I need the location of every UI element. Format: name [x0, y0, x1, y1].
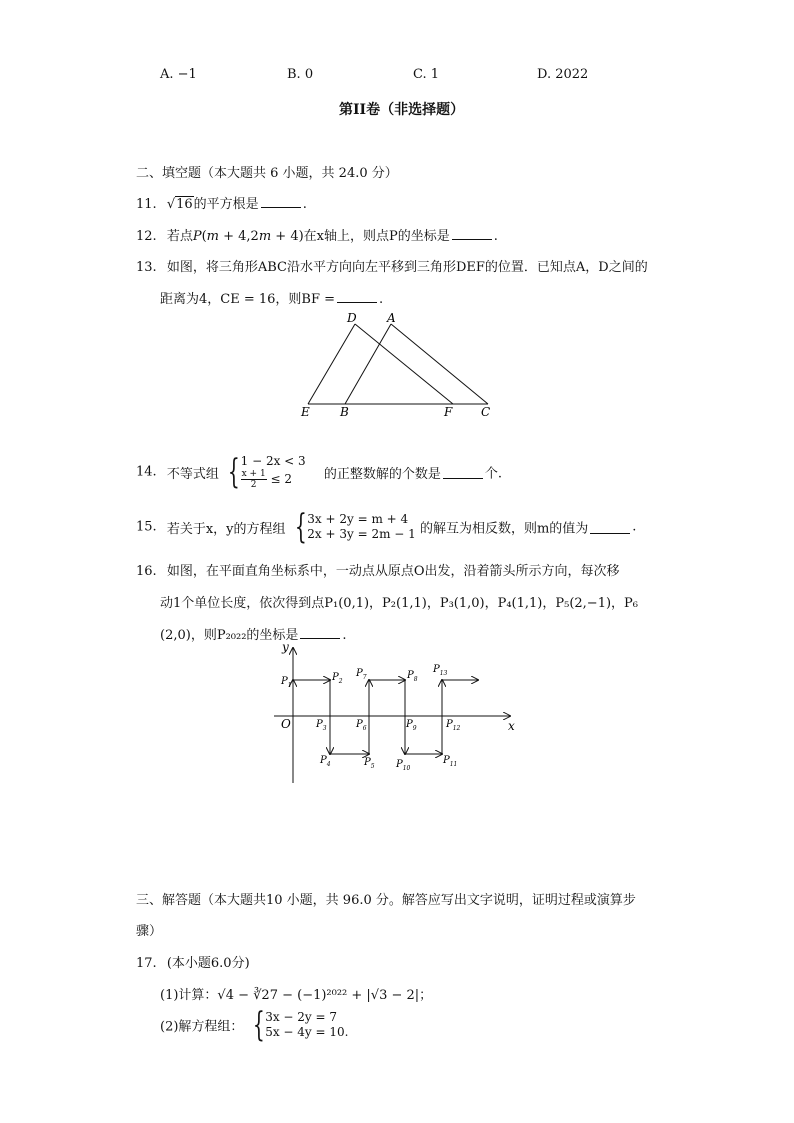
label-D: D — [347, 311, 357, 325]
label-P5: $P_5$ — [364, 757, 375, 770]
axis-x-label: x — [508, 719, 515, 733]
section3-header-line1: 三、解答题（本大题共10 小题，共 96.0 分。解答应写出文字说明，证明过程或演算步 — [136, 893, 636, 908]
q13-text1: 如图，将三角形ABC沿水平方向向左平移到三角形DEF的位置．已知点A，D之间的 — [166, 260, 648, 275]
q15: 15. 若关于x，y的方程组 { 3x + 2y = m + 4 2x + 3y = 2m − 1 的解互为相反数，则m的值为 . — [136, 507, 637, 547]
choice-d: D. 2022 — [537, 67, 589, 82]
label-P1: $P_1$ — [281, 676, 292, 689]
section2-header: 二、填空题（本大题共 6 小题，共 24.0 分） — [136, 166, 398, 181]
section3-header-line2: 骤） — [136, 924, 163, 939]
origin-label: O — [281, 717, 291, 731]
label-P13: $P_{13}$ — [433, 664, 448, 677]
volume-title: 第II卷（非选择题） — [339, 102, 465, 118]
q16-number: 16. — [136, 564, 157, 579]
q13-text2: 距离为4，CE = 16，则BF = — [160, 292, 336, 307]
q16-line3: (2,0)，则P₂₀₂₂的坐标是 . — [160, 628, 347, 643]
label-A: A — [387, 311, 396, 325]
q17-part2-pre: (2)解方程组： — [160, 1019, 244, 1035]
q13-triangle-figure — [298, 309, 498, 421]
label-P7: $P_7$ — [356, 668, 367, 681]
q11-text: 的平方根是 — [193, 197, 259, 212]
q17-header — [136, 952, 250, 971]
q16-line1 — [136, 560, 620, 579]
axis-y-label: y — [282, 640, 289, 654]
q11-answer-blank[interactable] — [261, 195, 301, 208]
label-P3: $P_3$ — [316, 719, 327, 732]
q15-eq2: 2x + 3y = 2m − 1 — [307, 527, 416, 541]
q12: 12. 若点P(m + 4,2m + 4)在x轴上，则点P的坐标是 . — [136, 229, 498, 244]
q16-coordinate-figure — [270, 638, 530, 788]
q15-number: 15. — [136, 519, 157, 535]
q12-mid: 在x轴上，则点P的坐标是 — [303, 229, 450, 244]
q11: 11. √16的平方根是 . — [136, 197, 307, 212]
q15-post: 的解互为相反数，则m的值为 — [419, 521, 589, 537]
q17-number: 17. — [136, 956, 157, 971]
label-C: C — [481, 405, 491, 419]
choice-c: C. 1 — [413, 67, 440, 82]
label-P6: $P_6$ — [356, 719, 367, 732]
label-F: F — [444, 405, 453, 419]
q15-eq1: 3x + 2y = m + 4 — [307, 512, 409, 526]
q14-ineq1: 1 − 2x < 3 — [240, 454, 306, 468]
q13-line2: 距离为4，CE = 16，则BF = . — [160, 292, 384, 307]
label-P4: $P_4$ — [320, 755, 331, 768]
label-E: E — [301, 405, 310, 419]
label-P2: $P_2$ — [332, 672, 343, 685]
q17-score: (本小题6.0分) — [166, 956, 250, 971]
q17-part1 — [160, 984, 432, 1003]
q16-line2: 动1个单位长度，依次得到点P₁(0,1)，P₂(1,1)，P₃(1,0)，P₄(1,1)，P₅(2,−1)，P₆ — [160, 596, 639, 611]
label-P10: $P_{10}$ — [396, 759, 411, 772]
q14-number: 14. — [136, 464, 157, 480]
q11-number: 11. — [136, 197, 157, 212]
q13-answer-blank[interactable] — [337, 290, 377, 303]
label-P12: $P_{12}$ — [446, 719, 461, 732]
label-P9: $P_9$ — [406, 719, 417, 732]
q17-part1-pre: (1)计算： — [160, 988, 218, 1003]
q14-inequality-system: { 1 − 2x < 3 $\frac{x + 1}{2}$ ≤ 2 — [227, 452, 306, 492]
q14: 14. 不等式组 { 1 − 2x < 3 $\frac{x + 1}{2}$ ≤ 2 的正整数解的个数是 个. — [136, 452, 502, 492]
label-P8: $P_8$ — [407, 670, 418, 683]
choice-b: B. 0 — [287, 67, 314, 82]
q17-eq1: 3x − 2y = 7 — [265, 1010, 338, 1024]
q17-part1-expr: √4 − ∛27 − (−1)²⁰²² + |√3 − 2|； — [217, 988, 433, 1003]
q12-pre: 若点 — [166, 229, 193, 244]
q17-eq2: 5x − 4y = 10 — [265, 1025, 345, 1039]
label-P11: $P_{11}$ — [443, 755, 458, 768]
q14-post: 的正整数解的个数是 — [323, 466, 441, 482]
q17-part2 — [160, 1005, 349, 1045]
q13-line1 — [136, 256, 648, 275]
q15-answer-blank[interactable] — [590, 521, 630, 534]
q13-number: 13. — [136, 260, 157, 275]
q14-answer-blank[interactable] — [443, 466, 483, 479]
q16-text1: 如图，在平面直角坐标系中，一动点从原点O出发，沿着箭头所示方向，每次移 — [166, 564, 620, 579]
q15-equation-system: { 3x + 2y = m + 4 2x + 3y = 2m − 1 — [294, 507, 416, 547]
label-B: B — [340, 405, 349, 419]
q16-text3: (2,0)，则P₂₀₂₂的坐标是 — [160, 628, 299, 643]
q15-pre: 若关于x，y的方程组 — [166, 521, 286, 537]
q14-pre: 不等式组 — [166, 466, 219, 482]
choice-a: A. −1 — [160, 67, 197, 82]
q12-answer-blank[interactable] — [452, 227, 492, 240]
q12-number: 12. — [136, 229, 157, 244]
q17-equation-system: { 3x − 2y = 7 5x − 4y = 10. — [252, 1005, 349, 1045]
